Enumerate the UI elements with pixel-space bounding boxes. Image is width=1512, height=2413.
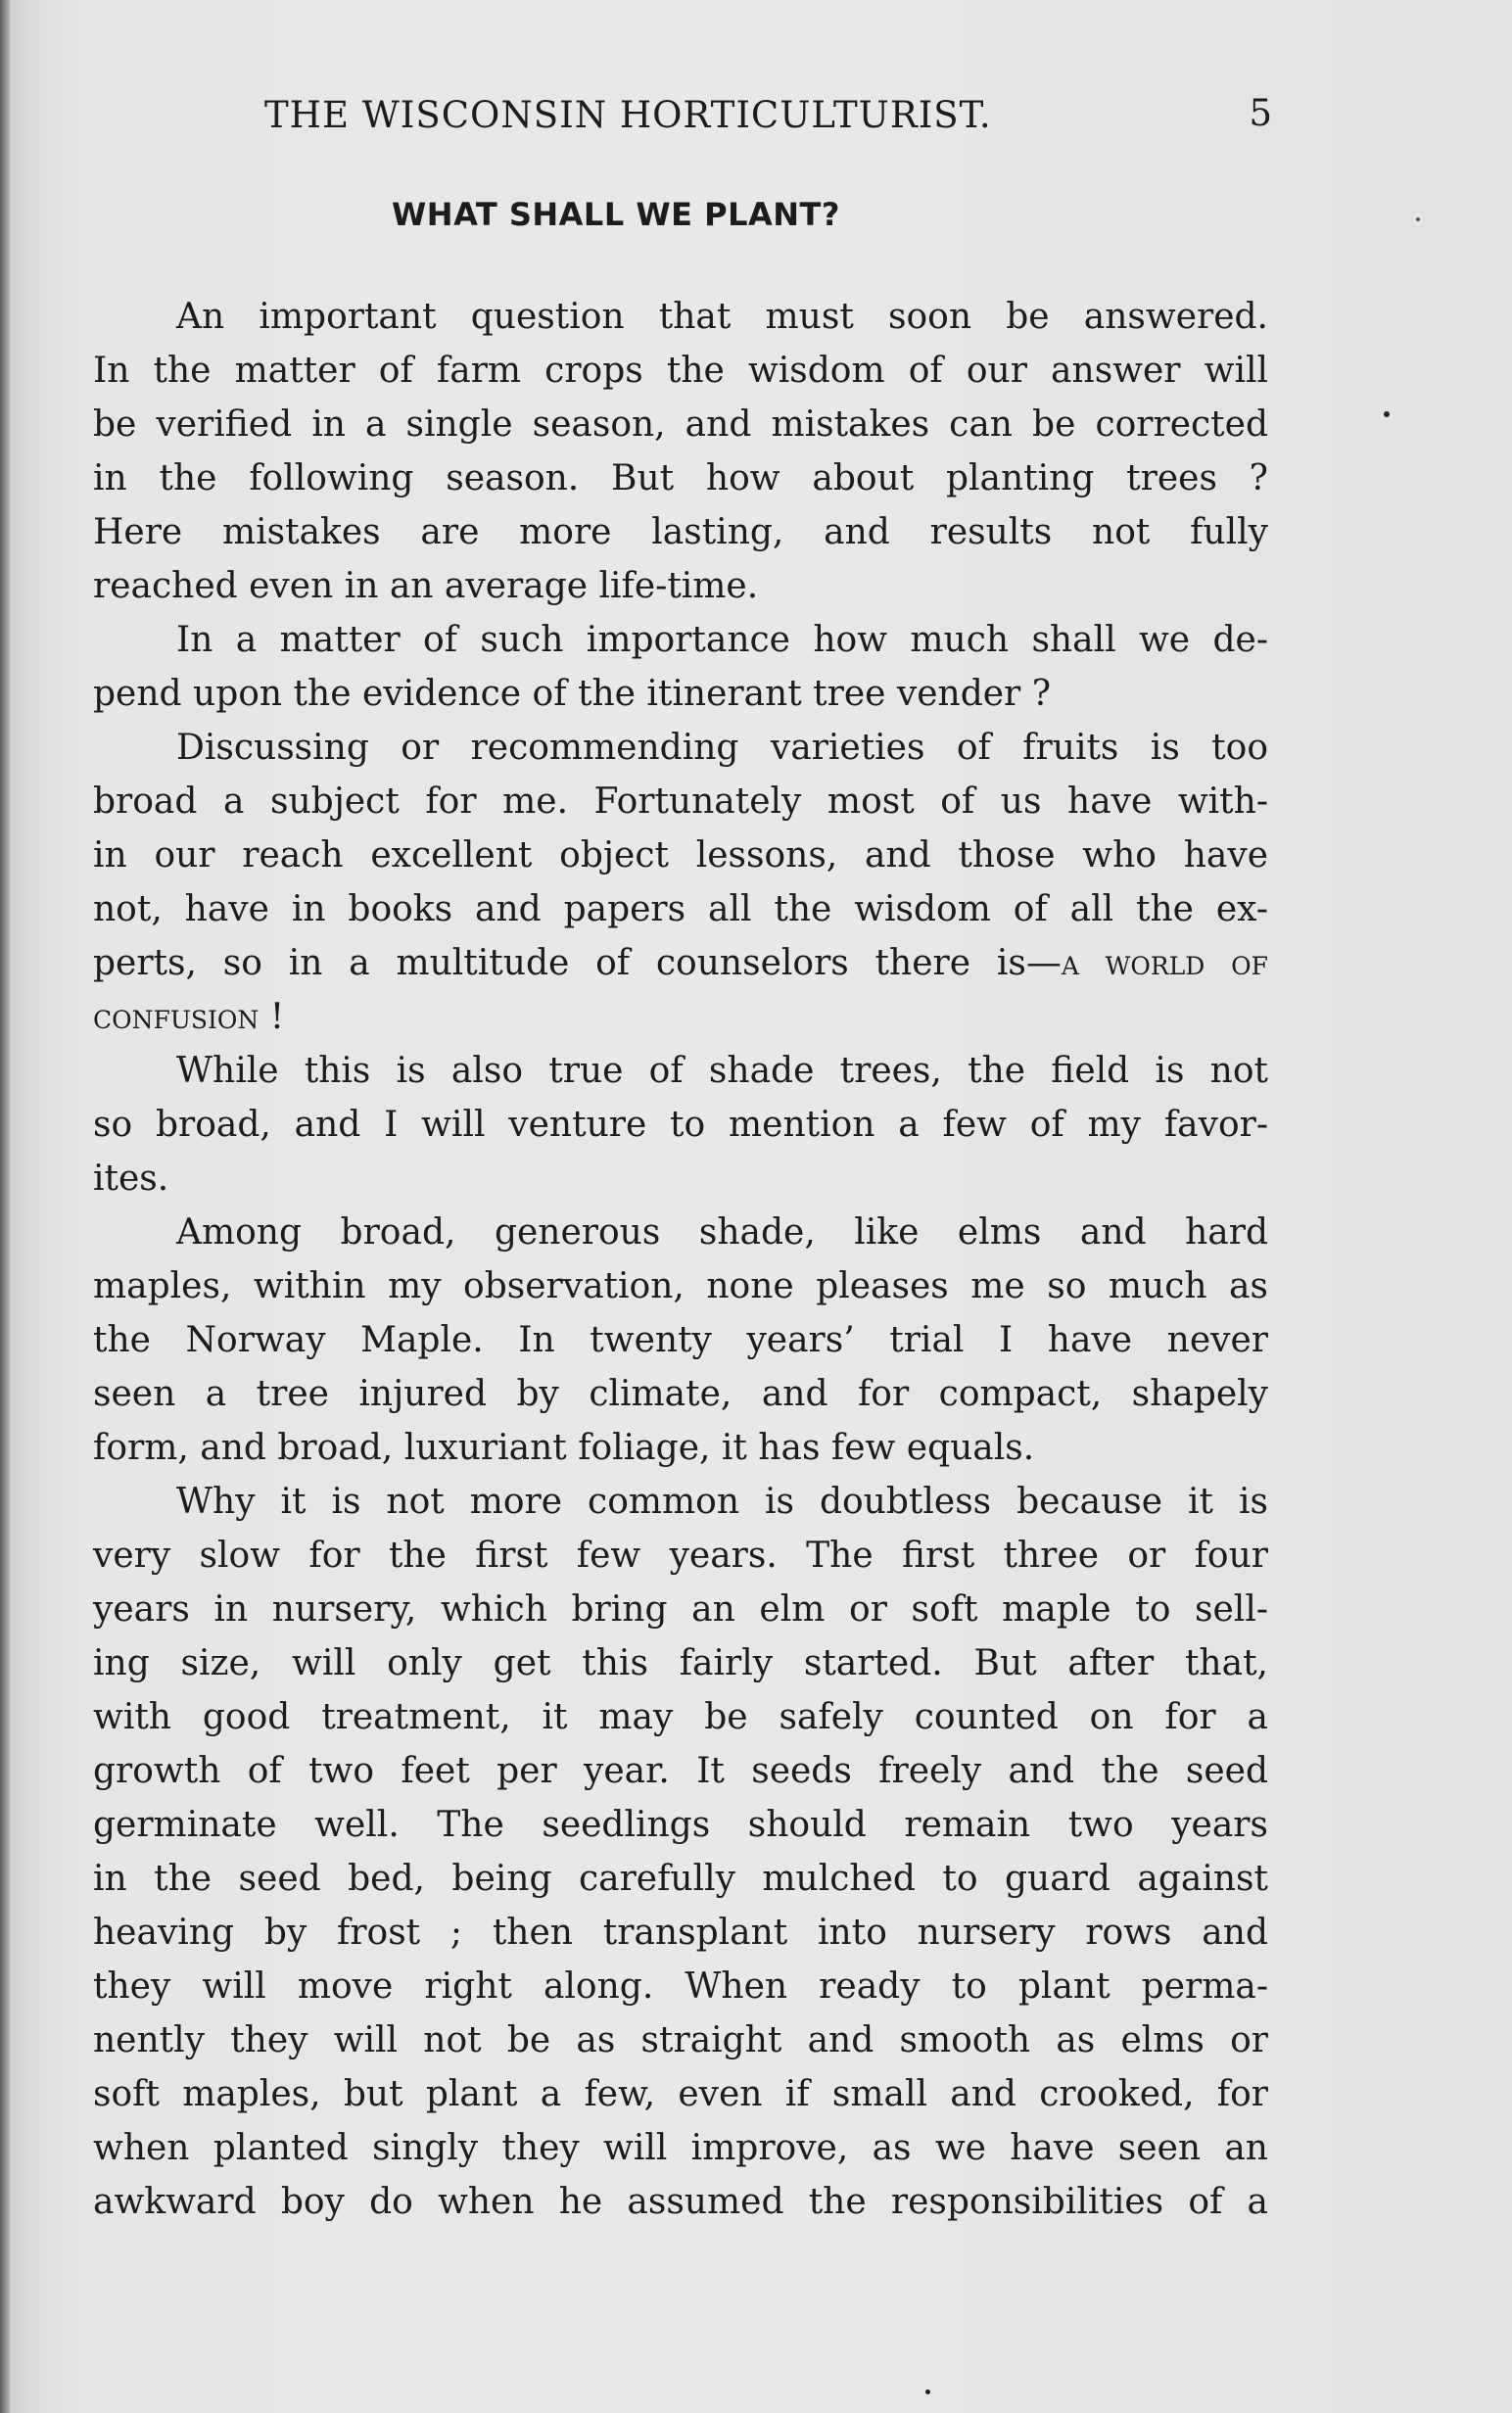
binding-edge [0,0,10,2413]
text-line: in our reach excellent object lessons, and those who have [93,835,1268,875]
ink-speck [1416,217,1420,221]
running-head [264,94,1273,153]
text-line: in the following season. But how about planting trees ? [93,458,1268,498]
paragraph [93,1044,1268,1206]
text-line: broad a subject for me. Fortunately most of us have with- [93,781,1268,822]
article-body [93,290,1268,2229]
paragraph [93,613,1268,721]
ink-speck [1384,411,1390,417]
text-line: years in nursery, which bring an elm or soft maple to sell- [93,1589,1268,1630]
text-line: with good treatment, it may be safely counted on for a [93,1697,1268,1737]
text-line: in the seed bed, being carefully mulched to guard against [93,1859,1268,1899]
text-line: Among broad, generous shade, like elms and hard [176,1212,1268,1253]
text-line: germinate well. The seedlings should remain two years [93,1805,1268,1845]
text-line [93,936,1268,990]
text-line: heaving by frost ; then transplant into nursery rows and [93,1913,1268,1953]
text-line: pend upon the evidence of the itinerant tree vender ? [93,674,1052,714]
running-title: THE WISCONSIN HORTICULTURIST. [264,94,992,136]
text-line: reached even in an average life-time. [93,566,759,606]
paragraph [93,1206,1268,1475]
text-line: so broad, and I will venture to mention a few of my favor- [93,1105,1268,1145]
text-line: nently they will not be as straight and smooth as elms or [93,2020,1268,2060]
text-line: they will move right along. When ready to plant perma- [93,1966,1268,2007]
text-fragment: perts, so in a multitude of counselors there is— [93,943,1062,983]
text-line: Why it is not more common is doubtless because it is [176,1482,1268,1522]
text-line: ing size, will only get this fairly started. But after that, [93,1643,1268,1683]
text-line: awkward boy do when he assumed the responsibilities of a [93,2182,1268,2222]
text-line: very slow for the first few years. The first three or four [93,1536,1268,1576]
text-line: growth of two feet per year. It seeds freely and the seed [93,1751,1268,1791]
text-line: In a matter of such importance how much shall we de- [176,620,1268,660]
article-title: WHAT SHALL WE PLANT? [392,196,840,233]
text-line: be verified in a single season, and mistakes can be corrected [93,404,1268,445]
text-line: the Norway Maple. In twenty years’ trial I have never [93,1320,1268,1360]
text-line: While this is also true of shade trees, the field is not [176,1051,1268,1091]
text-line: not, have in books and papers all the wisdom of all the ex- [93,889,1268,929]
text-line: An important question that must soon be answered. [176,297,1268,337]
text-line: In the matter of farm crops the wisdom of our answer will [93,351,1268,391]
small-caps-phrase: confusion [93,997,260,1037]
text-line: ites. [93,1159,169,1199]
text-line: Discussing or recommending varieties of fruits is too [176,728,1268,768]
ink-speck [925,2389,930,2394]
text-line: Here mistakes are more lasting, and results not fully [93,512,1268,552]
small-caps-phrase: a world of [1061,943,1268,983]
text-line: maples, within my observation, none pleases me so much as [93,1266,1268,1306]
page-number: 5 [1249,92,1273,134]
text-fragment: ! [259,997,285,1037]
paragraph [93,290,1268,613]
text-line: soft maples, but plant a few, even if small and crooked, for [93,2074,1268,2114]
paragraph [93,721,1268,1044]
text-line: form, and broad, luxuriant foliage, it has few equals. [93,1428,1035,1468]
text-line [93,990,1268,1044]
paragraph [93,1475,1268,2229]
text-line: seen a tree injured by climate, and for compact, shapely [93,1374,1268,1414]
text-line: when planted singly they will improve, as we have seen an [93,2128,1268,2168]
